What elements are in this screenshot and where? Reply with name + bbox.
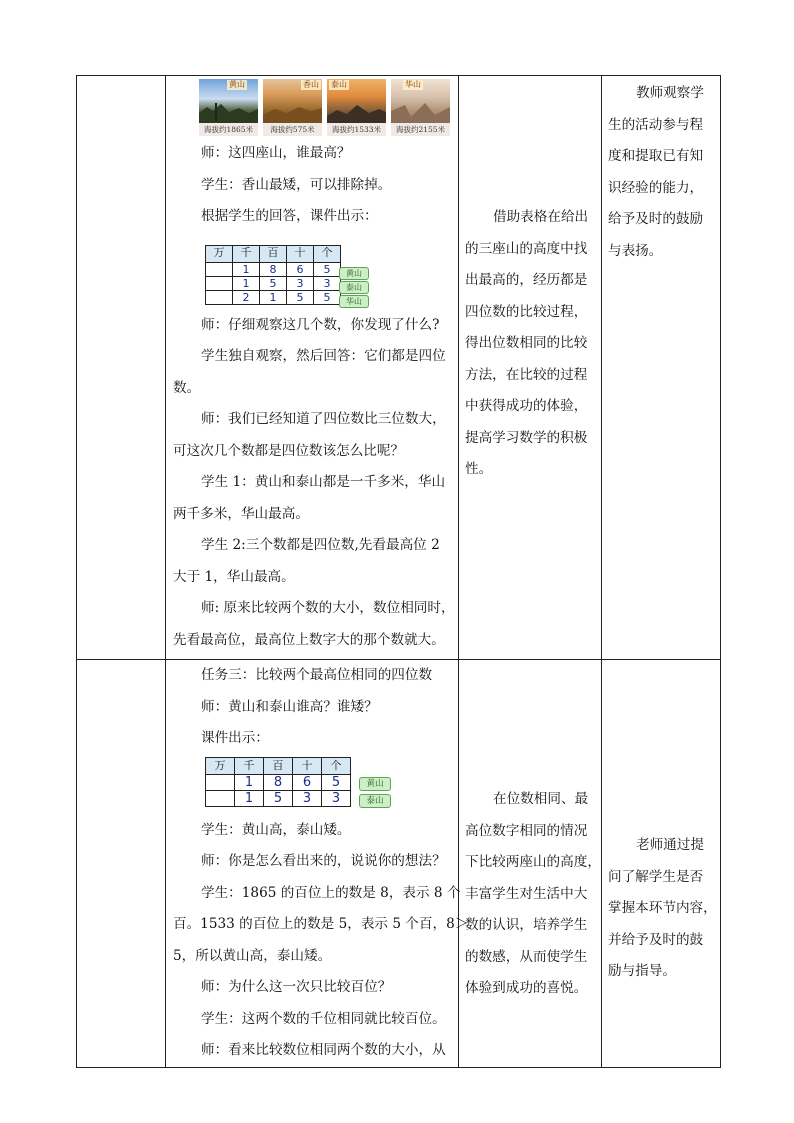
evaluation-cell xyxy=(602,76,721,660)
design-intent-text xyxy=(459,76,601,486)
digit-cell: 5 xyxy=(264,790,293,806)
side-text-line: 与表扬。 xyxy=(608,242,663,259)
design-intent-cell xyxy=(459,660,602,1068)
digit-cell: 3 xyxy=(293,790,322,806)
text-line: 师: 原来比较两个数的大小，数位相同时， xyxy=(201,600,455,616)
header-cell: 百 xyxy=(264,757,293,774)
text-line: 可这次几个数都是四位数该怎么比呢？ xyxy=(173,442,405,459)
evaluation-text xyxy=(602,660,720,988)
side-text-line: 性。 xyxy=(465,461,493,477)
digit-cell: 1 xyxy=(235,774,264,790)
evaluation-text xyxy=(602,76,720,267)
mountain-photo-huashan xyxy=(391,79,450,137)
digit-cell: 2 xyxy=(233,290,260,304)
header-cell: 百 xyxy=(260,245,287,262)
side-text-line: 励与指导。 xyxy=(608,963,676,979)
text-line: 学生 2:三个数都是四位数,先看最高位 2 xyxy=(201,537,440,553)
altitude-caption: 海拔约1533米 xyxy=(327,123,386,136)
header-cell: 万 xyxy=(206,757,235,774)
header-cell: 十 xyxy=(287,245,314,262)
taishan-image xyxy=(327,79,386,123)
text-line: 学生：黄山高，泰山矮。 xyxy=(201,821,351,838)
digit-cell: 1 xyxy=(260,290,287,304)
text-line: 师：为什么这一次只比较百位？ xyxy=(201,979,392,995)
mountain-tag: 黄山 xyxy=(339,267,369,280)
header-cell: 个 xyxy=(322,757,351,774)
photo-label: 华山 xyxy=(405,80,421,89)
text-line: 大于 1，华山最高。 xyxy=(173,568,295,585)
digit-cell: 5 xyxy=(314,262,341,276)
section2-dialogue xyxy=(173,815,469,1067)
side-text-line: 提高学习数学的积极 xyxy=(465,429,588,446)
text-line: 师：你是怎么看出来的，说说你的想法？ xyxy=(201,853,446,869)
side-text-line: 高位数字相同的情况 xyxy=(465,822,588,839)
text-line: 学生：这两个数的千位相同就比较百位。 xyxy=(201,1010,446,1027)
huangshan-image xyxy=(199,79,258,123)
design-intent-text xyxy=(459,660,601,1005)
lesson-plan-table xyxy=(76,75,721,1068)
digit-cell: 5 xyxy=(287,290,314,304)
table-row xyxy=(77,76,721,660)
side-text-line: 生的活动参与程 xyxy=(608,116,704,133)
side-text-line: 数的认识，培养学生 xyxy=(465,917,588,933)
mountain-photo-taishan xyxy=(327,79,386,137)
photo-label: 黄山 xyxy=(229,80,245,89)
digit-cell: 5 xyxy=(260,276,287,290)
digit-cell: 1 xyxy=(235,790,264,806)
side-text-line: 并给予及时的鼓 xyxy=(608,931,704,948)
side-text-line: 问了解学生是否 xyxy=(608,868,704,885)
side-text-line: 的数感，从而使学生 xyxy=(465,948,588,965)
header-cell: 千 xyxy=(233,245,260,262)
side-text-line: 教师观察学 xyxy=(636,85,704,101)
huashan-image xyxy=(391,79,450,123)
place-value-table-2 xyxy=(205,757,452,815)
peak-icon xyxy=(327,101,386,123)
text-line: 5，所以黄山高，泰山矮。 xyxy=(173,947,332,964)
text-line: 先看最高位，最高位上数字大的那个数就大。 xyxy=(173,631,445,648)
stage-cell xyxy=(77,76,166,660)
side-text-line: 丰富学生对生活中大 xyxy=(465,885,588,902)
pine-tree-icon xyxy=(199,101,258,123)
text-line: 师：看来比较数位相同两个数的大小，从 xyxy=(201,1042,446,1058)
side-text-line: 度和提取已有知 xyxy=(608,148,704,164)
side-text-line: 的三座山的高度中找 xyxy=(465,240,588,257)
digit-cell xyxy=(206,276,233,290)
text-line: 师：这四座山，谁最高？ xyxy=(201,145,351,161)
header-cell: 个 xyxy=(314,245,341,262)
text-line: 两千多米，华山最高。 xyxy=(173,505,309,522)
side-text-line: 给予及时的鼓励 xyxy=(608,211,704,227)
mountain-tag: 泰山 xyxy=(359,794,391,808)
side-text-line: 老师通过提 xyxy=(636,837,704,853)
altitude-caption: 海拔约2155米 xyxy=(391,123,450,136)
digit-cell: 3 xyxy=(287,276,314,290)
digit-cell: 6 xyxy=(293,774,322,790)
text-line: 师：我们已经知道了四位数比三位数大， xyxy=(201,411,446,427)
digit-cell: 5 xyxy=(314,290,341,304)
place-value-table-1 xyxy=(205,245,452,310)
text-line: 百。1533 的百位上的数是 5，表示 5 个百，8＞ xyxy=(173,916,469,932)
digit-cell: 8 xyxy=(264,774,293,790)
digit-cell: 8 xyxy=(260,262,287,276)
side-text-line: 掌握本环节内容， xyxy=(608,900,717,916)
altitude-caption: 海拔约1865米 xyxy=(199,123,258,136)
digit-cell: 1 xyxy=(233,262,260,276)
photo-label: 泰山 xyxy=(331,80,347,89)
side-text-line: 四位数的比较过程， xyxy=(465,303,588,320)
altitude-caption: 海拔约575米 xyxy=(263,123,322,136)
digit-cell xyxy=(206,290,233,304)
xiangshan-image xyxy=(263,79,322,123)
side-text-line: 中获得成功的体验， xyxy=(465,398,588,414)
digit-cell: 3 xyxy=(322,790,351,806)
mountain-photos xyxy=(199,79,452,137)
side-text-line: 下比较两座山的高度， xyxy=(465,854,601,870)
stage-cell xyxy=(77,660,166,1068)
table-row xyxy=(77,660,721,1068)
mountain-photo-huangshan xyxy=(199,79,258,137)
side-text-line: 体验到成功的喜悦。 xyxy=(465,980,588,996)
side-text-line: 在位数相同、最 xyxy=(493,791,589,807)
side-text-line: 方法，在比较的过程 xyxy=(465,366,588,383)
text-line: 学生：香山最矮，可以排除掉。 xyxy=(201,176,392,193)
text-line: 任务三：比较两个最高位相同的四位数 xyxy=(201,667,433,683)
text-line: 数。 xyxy=(173,379,201,396)
mountain-tag: 华山 xyxy=(339,295,369,308)
header-cell: 万 xyxy=(206,245,233,262)
digit-cell xyxy=(206,262,233,276)
mountain-tag: 黄山 xyxy=(359,777,391,791)
teaching-process-cell xyxy=(166,76,459,660)
text-line: 学生：1865 的百位上的数是 8，表示 8 个 xyxy=(201,884,461,901)
cliff-icon xyxy=(391,101,450,123)
text-line: 学生 1：黄山和泰山都是一千多米，华山 xyxy=(201,474,446,490)
mountain-photo-xiangshan xyxy=(263,79,322,137)
side-text-line: 出最高的，经历都是 xyxy=(465,272,588,288)
side-text-line: 借助表格在给出 xyxy=(493,209,589,225)
side-text-line: 识经验的能力， xyxy=(608,179,704,196)
digit-cell: 1 xyxy=(233,276,260,290)
hill-icon xyxy=(263,101,322,123)
text-line: 学生独自观察，然后回答：它们都是四位 xyxy=(201,348,446,364)
text-line: 课件出示： xyxy=(201,730,269,746)
text-line: 师：仔细观察这几个数，你发现了什么? xyxy=(201,316,440,333)
photo-label: 香山 xyxy=(303,80,319,89)
digit-cell xyxy=(206,774,235,790)
evaluation-cell xyxy=(602,660,721,1068)
digit-cell: 3 xyxy=(314,276,341,290)
teaching-process-cell xyxy=(166,660,469,1068)
digit-cell: 5 xyxy=(322,774,351,790)
design-intent-cell xyxy=(459,76,602,660)
digit-cell: 6 xyxy=(287,262,314,276)
text-line: 根据学生的回答，课件出示： xyxy=(201,208,378,224)
header-cell: 十 xyxy=(293,757,322,774)
text-line: 师：黄山和泰山谁高？谁矮？ xyxy=(201,698,378,715)
header-cell: 千 xyxy=(235,757,264,774)
mountain-tag: 泰山 xyxy=(339,281,369,294)
section1-dialogue xyxy=(173,310,455,657)
side-text-line: 得出位数相同的比较 xyxy=(465,335,588,351)
digit-cell xyxy=(206,790,235,806)
